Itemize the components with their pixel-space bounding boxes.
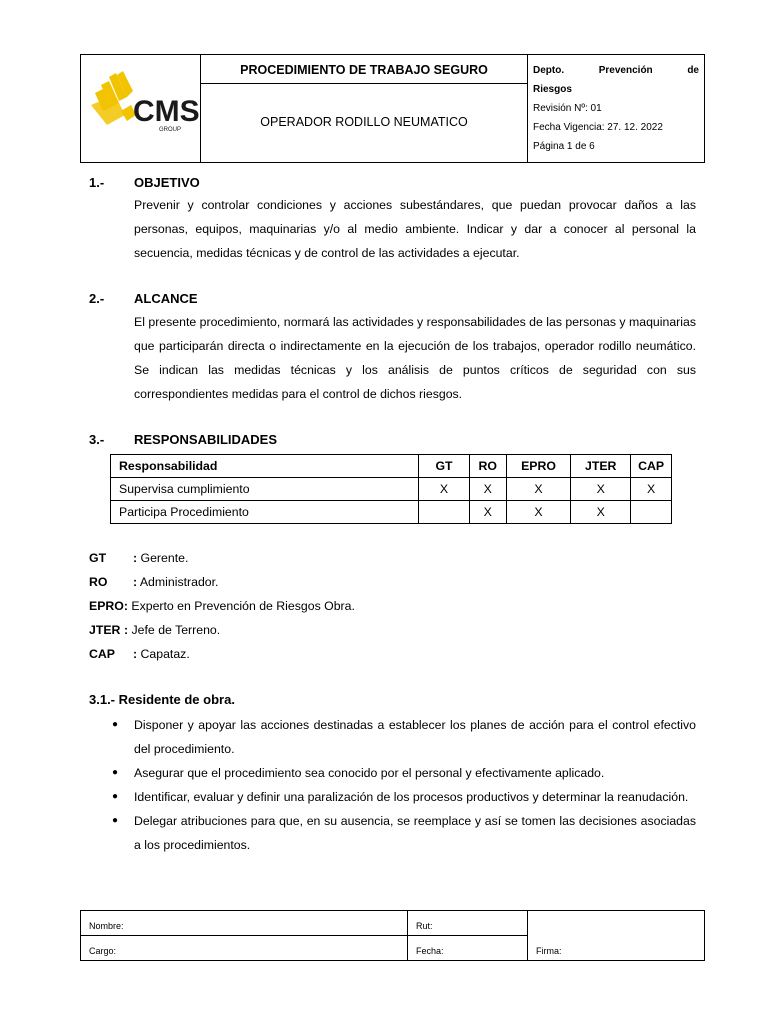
table-row [111,478,672,501]
logo-mark-icon [91,71,136,125]
nombre-label: Nombre: [81,911,408,936]
section-3-1-title: 3.1.- Residente de obra. [89,692,235,707]
list-item: ● Delegar atribuciones para que, en su ausencia, se reemplace y así se tomen las decisiones asociadas a los procedimientos. [89,809,696,857]
list-item: ● Disponer y apoyar las acciones destinadas a establecer los planes de acción para el control efectivo del procedimiento. [89,713,696,761]
title-cell [201,55,528,163]
table-cell: X [506,478,571,501]
table-row [111,501,672,524]
section-2-text: El presente procedimiento, normará las actividades y responsabilidades de las personas y maquinarias que participarán directa o indirectamente en la ejecución de los trabajos, operador rodillo neumático. Se indican las medidas técnicas y los análisis de puntos críticos de seguridad con sus correspondientes medidas para el control de dichos riesgos. [134,315,696,401]
section-1-number: 1.- [89,175,105,190]
definition-ro: RO : Administrador. [89,575,219,589]
procedure-subtitle: OPERADOR RODILLO NEUMATICO [260,114,468,129]
bullet-icon: ● [112,815,119,826]
revision: Revisión Nº: 01 [533,103,602,114]
table-cell: Supervisa cumplimiento [111,478,419,501]
table-cell: X [469,478,506,501]
dept-line-2: Riesgos [533,84,572,95]
fecha-vigencia: Fecha Vigencia: 27. 12. 2022 [533,122,663,133]
fecha-label: Fecha: [408,936,528,961]
section-1-title: OBJETIVO [134,175,200,190]
table-cell: X [571,478,631,501]
list-item: ● Asegurar que el procedimiento sea conocido por el personal y efectivamente aplicado. [89,761,696,785]
list-item: ● Identificar, evaluar y definir una paralización de los procesos productivos y determinar la reanudación. [89,785,696,809]
col-header: Responsabilidad [111,455,419,478]
signature-table [80,910,705,961]
col-header: GT [419,455,470,478]
responsibility-table [110,454,672,524]
page-number: Página 1 de 6 [533,141,595,152]
definition-cap: CAP : Capataz. [89,647,190,661]
logo-cell [81,55,201,163]
svg-text:GROUP: GROUP [159,127,182,133]
cargo-label: Cargo: [81,936,408,961]
bullet-icon: ● [112,767,119,778]
rut-label: Rut: [408,911,528,936]
section-2-title: ALCANCE [134,291,198,306]
definition-epro: EPRO: Experto en Prevención de Riesgos Obra. [89,599,355,613]
definition-gt: GT : Gerente. [89,551,189,565]
col-header: CAP [631,455,672,478]
table-cell: X [469,501,506,524]
col-header: RO [469,455,506,478]
col-header: JTER [571,455,631,478]
info-cell [528,55,705,163]
firma-label: Firma: [528,911,705,961]
definition-jter: JTER : Jefe de Terreno. [89,623,221,637]
table-cell [631,501,672,524]
table-cell: X [419,478,470,501]
bullet-icon: ● [112,791,119,802]
section-3-title: RESPONSABILIDADES [134,432,278,447]
abbreviation-definitions [89,546,355,666]
section-1-text: Prevenir y controlar condiciones y acciones subestándares, que puedan provocar daños a las personas, equipos, maquinarias y/o al medio ambiente. Indicar y dar a conocer al personal la secuencia, medidas técnicas y de control de las actividades a ejecutar. [134,198,696,260]
svg-text:CMS: CMS [133,95,200,128]
table-cell: Participa Procedimiento [111,501,419,524]
col-header: EPRO [506,455,571,478]
table-cell [419,501,470,524]
section-3-number: 3.- [89,432,105,447]
bullet-icon: ● [112,719,119,730]
procedure-title: PROCEDIMIENTO DE TRABAJO SEGURO [201,57,527,84]
section-3-1-bullets [89,713,696,857]
dept-line: Depto. Prevención de [533,65,699,76]
table-cell: X [631,478,672,501]
table-cell: X [571,501,631,524]
section-2-number: 2.- [89,291,105,306]
cms-logo [81,55,200,157]
document-header [80,54,705,163]
table-header-row [111,455,672,478]
table-cell: X [506,501,571,524]
